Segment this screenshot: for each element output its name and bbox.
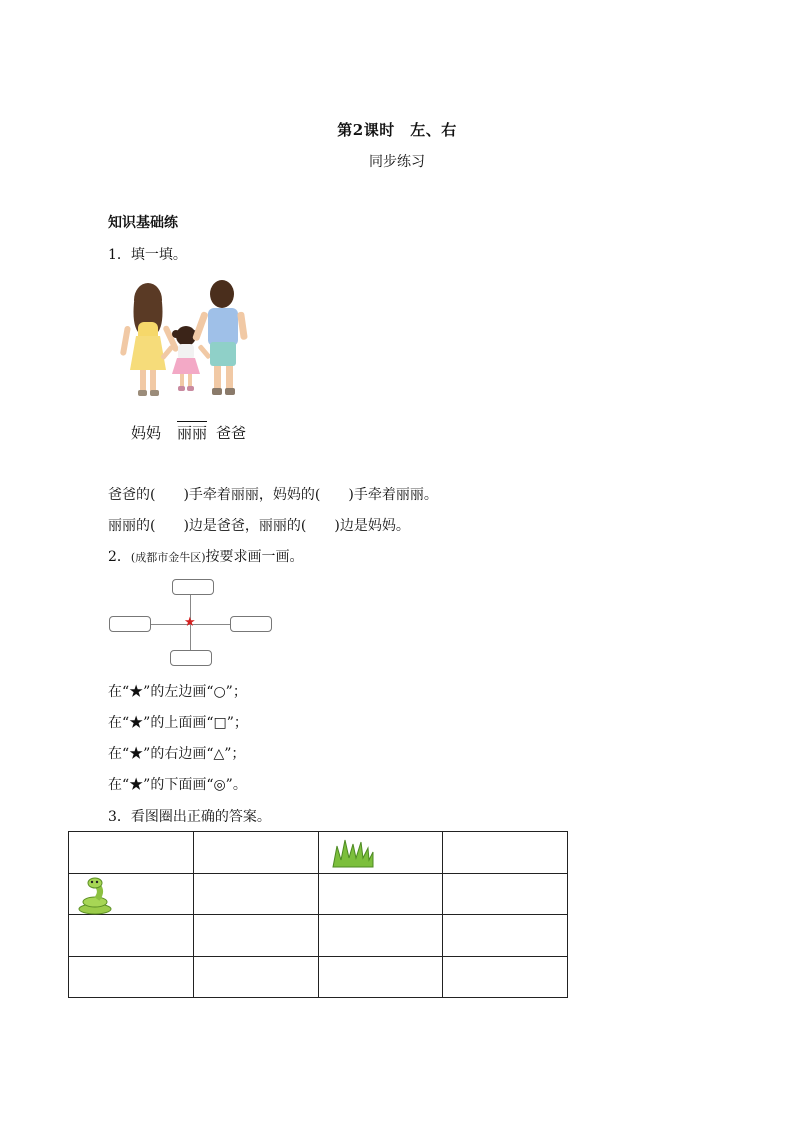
father-figure <box>192 280 248 395</box>
grid-cell[interactable] <box>318 873 443 915</box>
grid-cell[interactable] <box>443 832 568 874</box>
grid-cell[interactable] <box>193 956 318 998</box>
question-2-line-1: 在“★”的左边画“○”； <box>108 684 247 700</box>
question-2-line-4: 在“★”的下面画“◎”。 <box>108 777 247 793</box>
page-title: 第2课时 左、右 <box>337 121 457 139</box>
mother-figure <box>120 283 180 396</box>
grid-cell[interactable] <box>69 915 194 957</box>
question-2-text: 按要求画一画。 <box>205 549 304 565</box>
grid-cell[interactable] <box>193 832 318 874</box>
grid-cell-grass[interactable] <box>318 832 443 874</box>
grid-cell[interactable] <box>443 956 568 998</box>
grass-icon <box>331 838 375 868</box>
section-heading: 知识基础练 <box>108 215 178 231</box>
direction-diagram <box>108 578 274 668</box>
grid-row-3 <box>69 915 568 957</box>
grid-cell[interactable] <box>318 915 443 957</box>
grid-cell[interactable] <box>443 873 568 915</box>
family-walking-illustration <box>110 276 255 404</box>
caption-father: 爸爸 <box>216 424 247 442</box>
caption-mother: 妈妈 <box>131 424 162 442</box>
figure-captions <box>131 421 246 443</box>
center-star-icon: ★ <box>184 615 196 630</box>
snake-icon <box>75 875 115 915</box>
question-2-source: (成都市金牛区) <box>130 551 206 564</box>
grid-cell[interactable] <box>318 956 443 998</box>
grid-row-4 <box>69 956 568 998</box>
grid-cell-snake[interactable] <box>69 873 194 915</box>
grid-row-2 <box>69 873 568 915</box>
question-2-number: 2． <box>108 549 131 565</box>
question-2-label <box>108 546 304 566</box>
question-1-line-2: 丽丽的( )边是爸爸，丽丽的( )边是妈妈。 <box>108 518 410 534</box>
question-1-label: 1．填一填。 <box>108 247 187 263</box>
question-2-line-2: 在“★”的上面画“□”； <box>108 715 248 731</box>
top-box[interactable] <box>172 579 214 595</box>
left-box[interactable] <box>109 616 151 632</box>
grid-cell[interactable] <box>69 956 194 998</box>
grid-cell[interactable] <box>443 915 568 957</box>
grid-cell[interactable] <box>193 915 318 957</box>
question-1-line-1: 爸爸的( )手牵着丽丽，妈妈的( )手牵着丽丽。 <box>108 487 438 503</box>
right-box[interactable] <box>230 616 272 632</box>
page-subtitle: 同步练习 <box>369 154 425 170</box>
grid-cell[interactable] <box>193 873 318 915</box>
question-2-line-3: 在“★”的右边画“△”； <box>108 746 246 762</box>
question-3-label: 3．看图圈出正确的答案。 <box>108 809 271 825</box>
caption-lili: 丽丽 <box>177 421 207 443</box>
answer-grid <box>68 831 568 998</box>
grid-cell[interactable] <box>69 832 194 874</box>
grid-row-1 <box>69 832 568 874</box>
bottom-box[interactable] <box>170 650 212 666</box>
